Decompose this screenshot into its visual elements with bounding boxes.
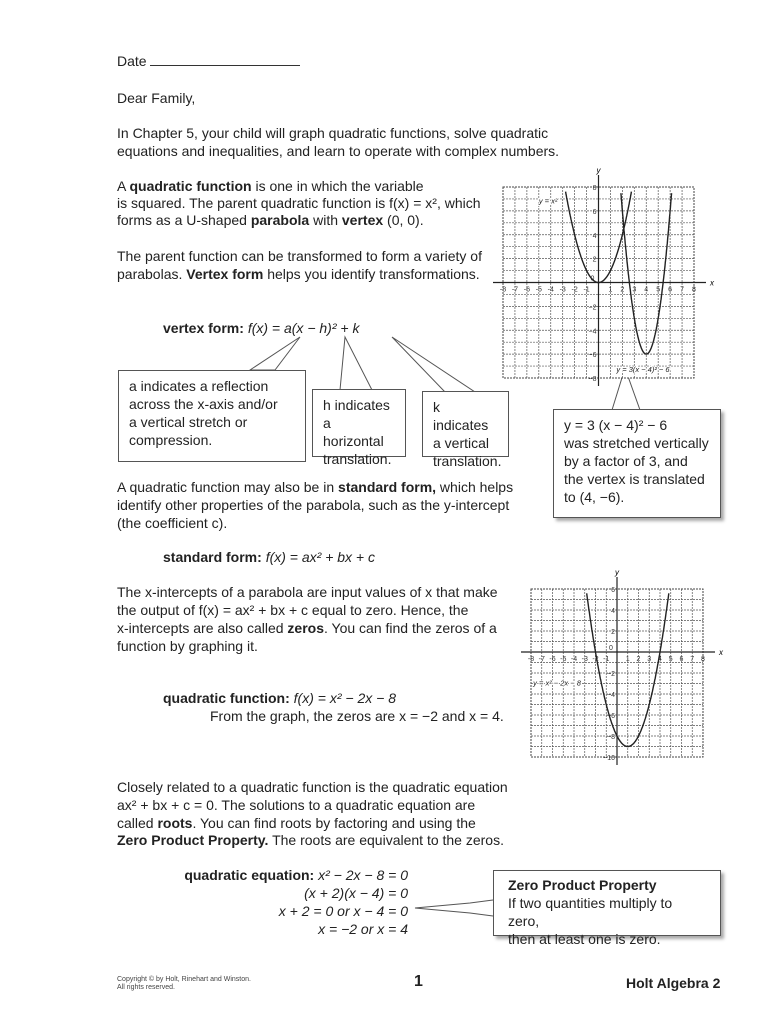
graph-vertex-form bbox=[490, 160, 725, 395]
x-tick-label: 6 bbox=[668, 286, 673, 294]
p4-line-3: x-intercepts are also called zeros. You can find the zeros of a bbox=[117, 620, 497, 636]
zeros-statement: From the graph, the zeros are x = −2 and x = 4. bbox=[210, 708, 504, 724]
p2-line-2: parabolas. Vertex form helps you identify transformations. bbox=[117, 266, 480, 282]
callout-a: a indicates a reflection across the x-axis and/or a vertical stretch or compression. bbox=[118, 370, 306, 462]
x-tick-label: -6 bbox=[549, 656, 556, 663]
y-tick-label: −6 bbox=[607, 713, 615, 720]
x-tick-label: 8 bbox=[692, 286, 696, 294]
x-tick-label: 2 bbox=[636, 656, 641, 663]
x-tick-label: -3 bbox=[581, 656, 588, 663]
equation-step: x² − 2x − 8 = 0 bbox=[318, 867, 408, 883]
x-tick-label: 1 bbox=[608, 286, 613, 294]
p3-line-3: (the coefficient c). bbox=[117, 515, 228, 531]
standard-form: standard form: f(x) = ax² + bx + c bbox=[163, 549, 376, 565]
y-tick-label: −8 bbox=[588, 376, 597, 383]
callout-h: h indicates a horizontal translation. bbox=[312, 389, 406, 457]
x-tick-label: -8 bbox=[527, 656, 535, 663]
x-tick-label: 5 bbox=[668, 656, 673, 663]
y-tick-label: 2 bbox=[611, 629, 615, 636]
x-tick-label: -2 bbox=[571, 286, 578, 294]
intro-line-2: equations and inequalities, and learn to operate with complex numbers. bbox=[117, 143, 560, 159]
y-tick-label: 8 bbox=[592, 185, 597, 192]
p5-line-4: Zero Product Property. The roots are equivalent to the zeros. bbox=[117, 832, 504, 848]
y-tick-label: 2 bbox=[592, 256, 597, 264]
x-tick-label: 7 bbox=[690, 656, 695, 663]
zero-product-property-box: Zero Product Property If two quantities multiply to zero, then at least one is zero. bbox=[493, 870, 721, 936]
x-tick-label: 3 bbox=[647, 656, 652, 663]
x-tick-label: -6 bbox=[523, 286, 530, 294]
y-tick-label: −4 bbox=[588, 328, 597, 336]
p3-line-2: identify other properties of the parabola, such as the y-intercept bbox=[117, 497, 510, 513]
callout-k: k indicates a vertical translation. bbox=[422, 391, 509, 457]
y-tick-label: 4 bbox=[592, 232, 597, 240]
curve-label: y = 3(x − 4)² − 6 bbox=[616, 365, 670, 375]
y-tick-label: 4 bbox=[611, 608, 615, 615]
x-tick-label: 0 bbox=[590, 275, 595, 283]
x-tick-label: -1 bbox=[583, 286, 590, 294]
quadratic-equation-label: quadratic equation: bbox=[184, 867, 315, 883]
quadratic-function: quadratic function: f(x) = x² − 2x − 8 bbox=[163, 690, 396, 706]
y-tick-label: −4 bbox=[607, 692, 615, 699]
p5-line-2: ax² + bx + c = 0. The solutions to a quadratic equation are bbox=[117, 797, 476, 813]
date-label: Date bbox=[117, 53, 147, 69]
book-title: Holt Algebra 2 bbox=[626, 975, 721, 991]
p2-line-1: The parent function can be transformed to form a variety of bbox=[117, 248, 482, 264]
intro-line-1: In Chapter 5, your child will graph quadratic functions, solve quadratic bbox=[117, 125, 549, 141]
y-tick-label: −2 bbox=[607, 671, 615, 678]
x-tick-label: 4 bbox=[644, 286, 649, 294]
p1-line-1: A quadratic function is one in which the variable bbox=[117, 178, 424, 194]
p1-line-3: forms as a U-shaped parabola with vertex (0, 0). bbox=[117, 212, 424, 228]
x-tick-label: -3 bbox=[559, 286, 566, 294]
x-tick-label: 1 bbox=[625, 656, 630, 663]
p5-line-3: called roots. You can find roots by factoring and using the bbox=[117, 815, 476, 831]
p4-line-2: the output of f(x) = ax² + bx + c equal to zero. Hence, the bbox=[117, 602, 469, 618]
x-tick-label: -2 bbox=[592, 656, 599, 663]
p5-line-1: Closely related to a quadratic function is the quadratic equation bbox=[117, 779, 508, 795]
x-tick-label: -8 bbox=[499, 286, 507, 294]
x-tick-label: -7 bbox=[511, 286, 519, 294]
x-tick-label: -1 bbox=[603, 656, 610, 663]
page-number: 1 bbox=[414, 973, 423, 990]
x-tick-label: -4 bbox=[570, 656, 578, 663]
equation-step: x + 2 = 0 or x − 4 = 0 bbox=[278, 903, 408, 919]
y-axis-label: y bbox=[596, 166, 601, 175]
y-tick-label: −8 bbox=[607, 734, 615, 741]
y-axis-label: y bbox=[615, 568, 619, 577]
equation-step: x = −2 or x = 4 bbox=[318, 921, 408, 937]
y-tick-label: −6 bbox=[588, 352, 597, 360]
equation-step: (x + 2)(x − 4) = 0 bbox=[304, 885, 408, 901]
x-tick-label: 5 bbox=[656, 286, 661, 294]
equation-steps bbox=[184, 866, 408, 938]
x-tick-label: -7 bbox=[538, 656, 545, 663]
callout-example: y = 3 (x − 4)² − 6 was stretched vertically by a factor of 3, and the vertex is translated to (4, −6). bbox=[553, 409, 721, 518]
x-tick-label: 4 bbox=[658, 656, 662, 663]
p4-line-1: The x-intercepts of a parabola are input values of x that make bbox=[117, 584, 498, 600]
copyright: Copyright © by Holt, Rinehart and Winston. All rights reserved. bbox=[117, 976, 251, 991]
x-tick-label: 7 bbox=[680, 286, 685, 294]
p3-line-1: A quadratic function may also be in standard form, which helps bbox=[117, 479, 514, 495]
y-tick-label: −10 bbox=[603, 755, 615, 762]
x-tick-label: 8 bbox=[701, 656, 705, 663]
vertex-form: vertex form: f(x) = a(x − h)² + k bbox=[163, 320, 360, 336]
curve-label: y = x² − 2x − 8 bbox=[533, 678, 581, 688]
p1-line-2: is squared. The parent quadratic function is f(x) = x², which bbox=[117, 195, 481, 211]
y-tick-label: −2 bbox=[588, 304, 597, 312]
salutation: Dear Family, bbox=[117, 90, 196, 106]
x-tick-label: 3 bbox=[632, 286, 637, 294]
y-tick-label: 6 bbox=[611, 587, 615, 594]
x-tick-label: -4 bbox=[547, 286, 554, 294]
x-axis-label: x bbox=[719, 648, 723, 657]
x-tick-label: -5 bbox=[560, 656, 567, 663]
curve-label: y = x² bbox=[538, 196, 558, 206]
p4-line-4: function by graphing it. bbox=[117, 638, 258, 654]
x-tick-label: -5 bbox=[535, 286, 542, 294]
graph-standard-form bbox=[515, 565, 735, 775]
x-axis-label: x bbox=[710, 278, 714, 288]
x-tick-label: 6 bbox=[679, 656, 684, 663]
x-tick-label: 2 bbox=[620, 286, 625, 294]
y-tick-label: 6 bbox=[592, 208, 597, 216]
x-tick-label: 0 bbox=[609, 645, 613, 652]
